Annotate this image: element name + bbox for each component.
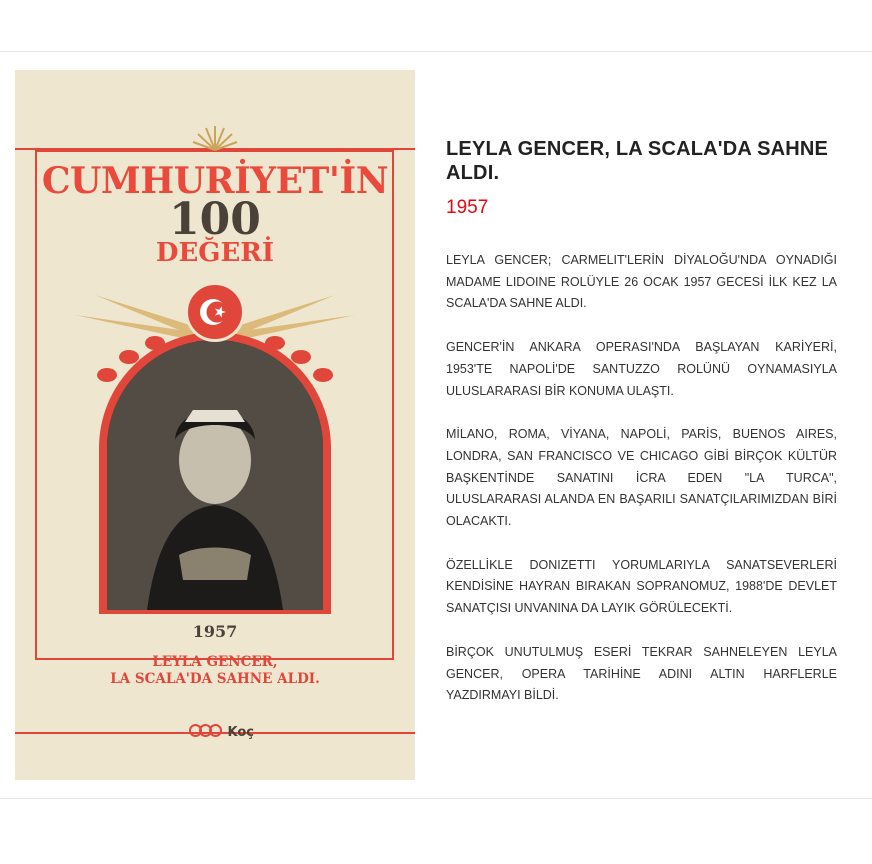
article-paragraph: ÖZELLİKLE DONIZETTI YORUMLARIYLA SANATSEVERLERİ KENDİSİNE HAYRAN BIRAKAN SOPRANOMUZ, 1988'DE DEVLET SANATÇISI UNVANINA DA LAYIK GÖRÜLECEKTİ. <box>446 557 837 616</box>
koc-logo <box>189 724 254 740</box>
article-year: 1957 <box>446 197 489 218</box>
poster-caption <box>15 654 415 688</box>
poster-year: 1957 <box>192 622 238 641</box>
portrait-photo <box>107 340 323 610</box>
article-paragraph: LEYLA GENCER; CARMELIT'LERİN DİYALOĞU'NDA OYNADIĞI MADAME LIDOINE ROLÜYLE 26 OCAK 1957 GECESİ İLK KEZ LA SCALA'DA SAHNE ALDI. <box>446 253 837 311</box>
article-paragraph: GENCER'İN ANKARA OPERASI'NDA BAŞLAYAN KARİYERİ, 1953'TE NAPOLİ'DE SANTUZZO ROLÜNÜ OYNAMASIYLA ULUSLARARASI BİR KONUMA ULAŞTI. <box>446 340 837 398</box>
article-paragraph: BİRÇOK UNUTULMUŞ ESERİ TEKRAR SAHNELEYEN LEYLA GENCER, OPERA TARİHİNE ADINI ALTIN HARFLERLE YAZDIRMAYI BİLDİ. <box>446 644 837 703</box>
crescent-star-emblem <box>185 282 245 342</box>
article-title: LEYLA GENCER, LA SCALA'DA SAHNE ALDI. <box>446 138 829 184</box>
poster-headline-bottom: DEĞERİ <box>155 238 275 268</box>
bottom-divider <box>0 798 872 799</box>
poster-caption-line2: LA SCALA'DA SAHNE ALDI. <box>110 671 320 687</box>
poster-caption-line1: LEYLA GENCER, <box>152 654 278 670</box>
poster-headline-number: 100 <box>169 194 261 245</box>
koc-logo-text: Koç <box>227 725 255 740</box>
article-paragraph: MİLANO, ROMA, VİYANA, NAPOLİ, PARİS, BUENOS AIRES, LONDRA, SAN FRANCISCO VE CHICAGO GİBİ BİRÇOK KÜLTÜR BAŞKENTİNDE SANATINI İCRA EDEN "LA TURCA", ULUSLARARASI ALANDA EN BAŞARILI SANATÇILARIMIZDAN BİRİ OLACAKTI. <box>446 427 837 529</box>
article-body <box>446 250 837 729</box>
poster-headline-top: CUMHURİYET'İN <box>41 160 389 202</box>
sunburst-icon <box>191 122 239 152</box>
top-divider <box>0 51 872 52</box>
poster-image <box>15 70 415 780</box>
